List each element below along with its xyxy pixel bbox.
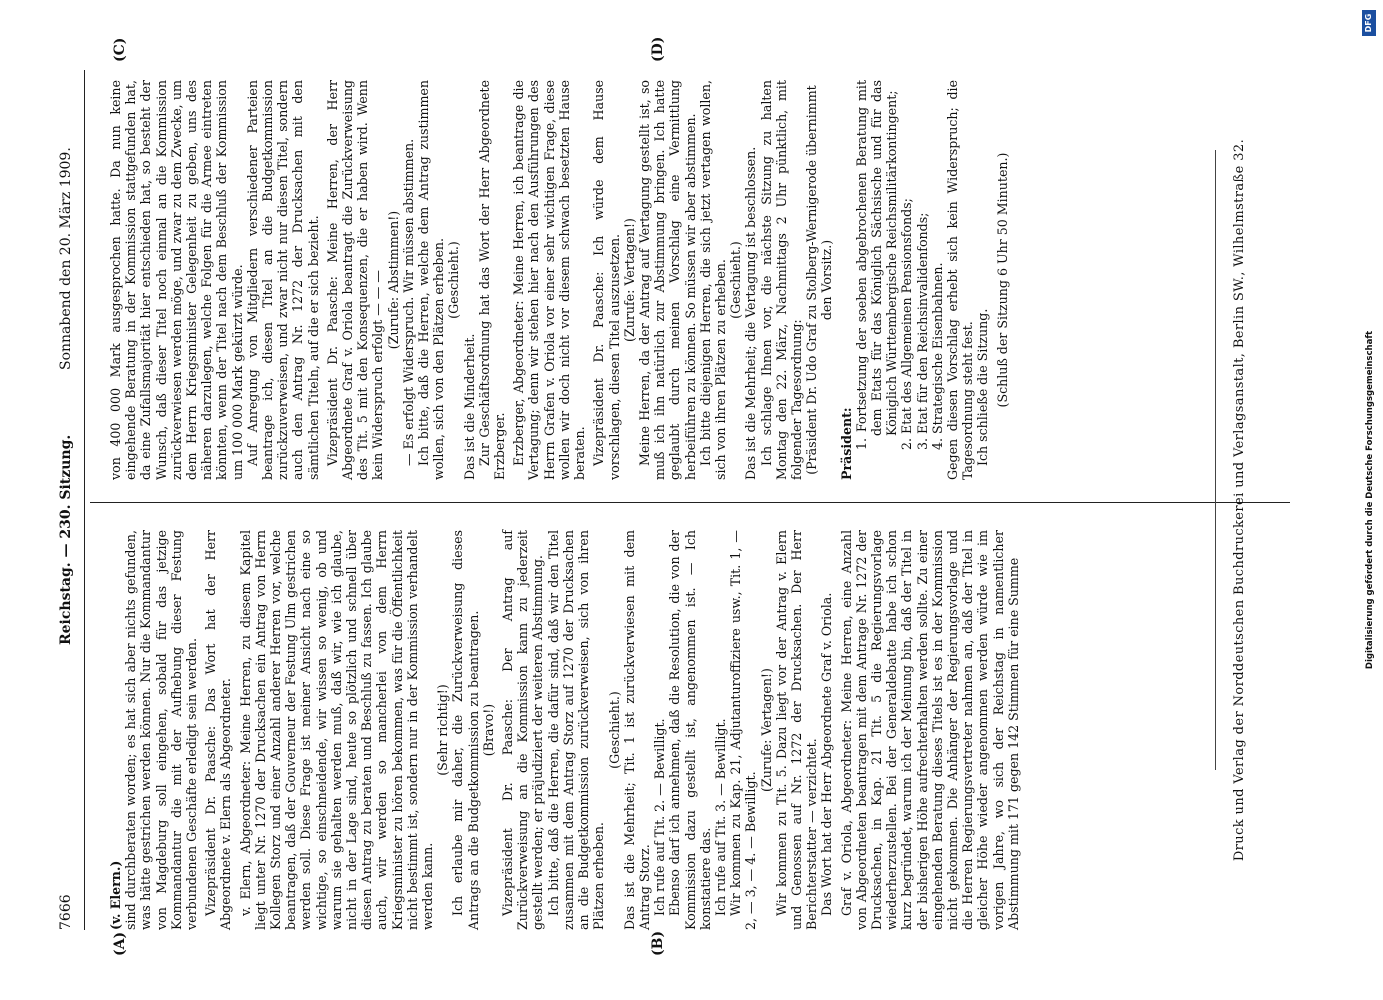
interjection: (Geschieht.)	[728, 241, 744, 319]
header-date: Sonnabend den 20. März 1909.	[58, 147, 74, 370]
interjection: (Sehr richtig!)	[435, 684, 451, 776]
paragraph: — Es erfolgt Widerspruch. Wir müssen abstimmen.	[400, 138, 416, 466]
paragraph: Wir kommen zu Kap. 21, Adjutanturoffiziere usw., Tit. 1, — 2, — 3, — 4. — Bewilligt.	[728, 530, 759, 930]
margin-marker-d: (D)	[650, 36, 666, 62]
page-header	[58, 70, 80, 930]
interjection: (Zurufe: Vertagen!)	[758, 668, 774, 792]
paragraph: Vizepräsident Dr. Paasche: Das Wort hat der Herr Abgeordnete v. Elern als Abgeordneter.	[203, 530, 234, 930]
paragraph: Erzberger, Abgeordneter: Meine Herren, ich beantrage die Vertagung; denn wir stehen hier nach den Ausführungen des Herrn Grafen v. Oriola vor einer sehr wichtigen Frage, diese wollen wir doch nicht vor diesem schwach besetzten Hause beraten.	[511, 80, 588, 480]
interjection: (Zurufe: Abstimmen!)	[385, 210, 401, 350]
paragraph: Ich erlaube mir daher, die Zurückverweisung dieses Antrags an die Budgetkommission zu beantragen.	[450, 530, 481, 930]
paragraph: Gegen diesen Vorschlag erhebt sich kein Widerspruch; die Tagesordnung steht fest.	[944, 80, 976, 480]
paragraph: Meine Herren, da der Antrag auf Vertagung gestellt ist, so muß ich ihn natürlich zur Abstimmung bringen. Ich hatte geglaubt durch meinen Vorschlag eine Vermittlung herbeiführen zu können. So müssen wir aber abstimmen.	[636, 80, 698, 480]
paragraph: Ich bitte diejenigen Herren, die sich jetzt vertagen wollen, sich von ihren Plätzen zu erheben.	[697, 80, 728, 480]
footer-rule	[1215, 150, 1216, 770]
paragraph: Ich rufe auf Tit. 3. — Bewilligt.	[712, 718, 728, 916]
paragraph: Ich schlage Ihnen vor, die nächste Sitzung zu halten Montag den 22. März, Nachmittags 2 Uhr pünktlich, mit folgender Tagesordnung:	[758, 80, 804, 480]
digitization-credit: Digitalisierung gefördert durch die Deutsche Forschungsgemeinschaft	[1365, 330, 1375, 670]
margin-marker-c: (C)	[112, 37, 128, 62]
agenda-item: 2. Etat des Allgemeinen Pensionsfonds;	[899, 198, 915, 450]
margin-marker-a: (A)	[112, 931, 128, 956]
paragraph: Auf Anregung von Mitgliedern verschiedener Parteien beantrage ich, diesen Titel an die Budgetkommission zurückzuverweisen, und zwar nicht nur diesen Titel, sondern auch den Antrag Nr. 1272 der Drucksachen mit den sämtlichen Titeln, auf die er sich bezieht.	[244, 80, 321, 480]
interjection: (Bravo!)	[480, 703, 496, 757]
paragraph: Vizepräsident Dr. Paasche: Der Antrag auf Zurückverweisung an die Kommission kann zu jederzeit gestellt werden; er präjudiziert der weiteren Abstimmung.	[500, 530, 546, 930]
paragraph: von 400 000 Mark ausgesprochen hatte. Da nun keine eingehende Beratung in der Kommission stattgefunden hat, da eine Zufallsmajorität hier entschieden hat, so besteht der Wunsch, daß dieser Titel noch einmal an die Kommission zurückverwiesen werden möge, und zwar zu dem Zwecke, um dem Herrn Kriegsminister Gelegenheit zu geben, uns des näheren darzulegen, welche Folgen für die Armee eintreten könnten, wenn der Titel nach dem Beschluß der Kommission um 100 000 Mark gekürzt würde.	[108, 80, 245, 480]
header-rule	[84, 70, 85, 930]
dfg-logo: DFG	[1362, 10, 1376, 36]
agenda-item: 1. Fortsetzung der soeben abgebrochenen Beratung mit dem Etats für das Königlich Sächsische und für das Königlich Württembergische Reichsmilitärkontingent;	[853, 80, 900, 450]
agenda-list	[854, 80, 945, 450]
interjection: (Zurufe: Vertagen!)	[621, 218, 637, 342]
left-column	[108, 530, 1021, 930]
paragraph: v. Elern, Abgeordneter: Meine Herren, zu diesem Kapitel liegt unter Nr. 1270 der Drucksachen ein Antrag von Herrn Kollegen Storz und einer Anzahl anderer Herren vor, welche beantragen, daß der Gouverneur der Festung Ulm gestrichen werden soll. Diese Frage ist meiner Ansicht nach eine so wichtige, so einschneidende, wir wissen so wenig, ob und warum sie gehalten werden muß, daß wir, wie ich glaube, nicht in der Lage sind, heute so plötzlich und schnell über diesen Antrag zu beraten und Beschluß zu fassen. Ich glaube auch, wir werden so mancherlei von dem Herrn Kriegsminister zu hören bekommen, was für die Öffentlichkeit nicht bestimmt ist, sondern nur in der Kommission verhandelt werden kann.	[237, 530, 436, 930]
interjection: (Geschieht.)	[606, 691, 622, 769]
interjection: (Geschieht.)	[446, 241, 462, 319]
paragraph: Das ist die Mehrheit; Tit. 1 ist zurückverwiesen mit dem Antrag Storz.	[621, 530, 652, 930]
paragraph: Das Wort hat der Herr Abgeordnete Graf v. Oriola.	[819, 592, 835, 916]
right-column	[108, 80, 1010, 480]
paragraph: sind durchberaten worden; es hat sich aber nichts gefunden, was hätte gestrichen werden können. Nur die Kommandantur von Magdeburg soll eingehen, sobald für das jetzige Kommandantur die mit der Aufhebung dieser Festung verbundenen Geschäfte erledigt sein werden.	[123, 530, 200, 930]
paragraph: Vizepräsident Dr. Paasche: Meine Herren, der Herr Abgeordnete Graf v. Oriola beantragt die Zurückverweisung des Tit. 5 mit den Konsequenzen, die er haben wird. Wenn kein Widerspruch erfolgt — — —	[324, 80, 386, 480]
imprint-footer: Druck und Verlag der Norddeutschen Buchdruckerei und Verlagsanstalt, Berlin SW., Wilhelmstraße 32.	[1232, 138, 1247, 862]
paragraph: Ich schließe die Sitzung.	[975, 308, 991, 466]
paragraph: Ich bitte, daß die Herren, welche dem Antrag zustimmen wollen, sich von den Plätzen erheben.	[416, 80, 447, 480]
agenda-item: 3. Etat für den Reichsinvalidenfonds;	[914, 212, 930, 450]
page-number: 7666	[58, 894, 74, 930]
column-divider	[90, 502, 1290, 503]
paragraph: Zur Geschäftsordnung hat das Wort der Herr Abgeordnete Erzberger.	[476, 80, 508, 480]
speaker-continuation: (v. Elern.)	[108, 860, 123, 930]
agenda-item: 4. Strategische Eisenbahnen.	[929, 262, 945, 450]
paragraph: Wir kommen zu Tit. 5. Dazu liegt vor der Antrag v. Elern und Genossen auf Nr. 1272 der Drucksachen. Der Herr Berichterstatter — verzichtet.	[773, 530, 820, 930]
margin-marker-b: (B)	[650, 930, 666, 956]
paragraph: Das ist die Minderheit.	[461, 333, 477, 480]
paragraph: Ich rufe auf Tit. 2. — Bewilligt.	[652, 718, 668, 916]
paragraph: Ich bitte, daß die Herren, die dafür sind, daß wir den Titel zusammen mit dem Antrag Storz auf 1270 der Drucksachen an die Budgetkommission zurückverweisen, sich von ihren Plätzen erheben.	[545, 530, 607, 930]
interjection: (Präsident Dr. Udo Graf zu Stolberg-Wernigerode übernimmt den Vorsitz.)	[804, 85, 835, 475]
paragraph: Vizepräsident Dr. Paasche: Ich würde dem Hause vorschlagen, diesen Titel auszusetzen.	[591, 80, 622, 480]
session-end-note: (Schluß der Sitzung 6 Uhr 50 Minuten.)	[994, 152, 1010, 408]
header-title: Reichstag. — 230. Sitzung.	[58, 434, 74, 645]
paragraph: Ebenso darf ich annehmen, daß die Resolution, die von der Kommission dazu gestellt ist, angenommen ist. — Ich konstatiere das.	[667, 530, 713, 930]
speaker-label: Präsident:	[838, 407, 854, 480]
paragraph: Graf v. Oriola, Abgeordneter: Meine Herren, eine Anzahl von Abgeordneten beantragen mit dem Antrage Nr. 1272 der Drucksachen, in Kap. 21 Tit. 5 die Regierungsvorlage wiederherzustellen. Bei der Generaldebatte habe ich schon kurz begründet, warum ich der Meinung bin, daß der Titel in der bisherigen Höhe aufrechterhalten werden sollte. Zu einer eingehenden Beratung dieses Titels ist es in der Kommission nicht gekommen. Die Anhänger der Regierungsvorlage und die Herren Regierungsvertreter nahmen an, daß der Titel in gleicher Höhe wieder angenommen werden würde wie im vorigen Jahre, wo sich der Reichstag in namentlicher Abstimmung mit 171 gegen 142 Stimmen für eine Summe	[838, 530, 1021, 930]
paragraph: Das ist die Mehrheit; die Vertagung ist beschlossen.	[743, 146, 759, 480]
